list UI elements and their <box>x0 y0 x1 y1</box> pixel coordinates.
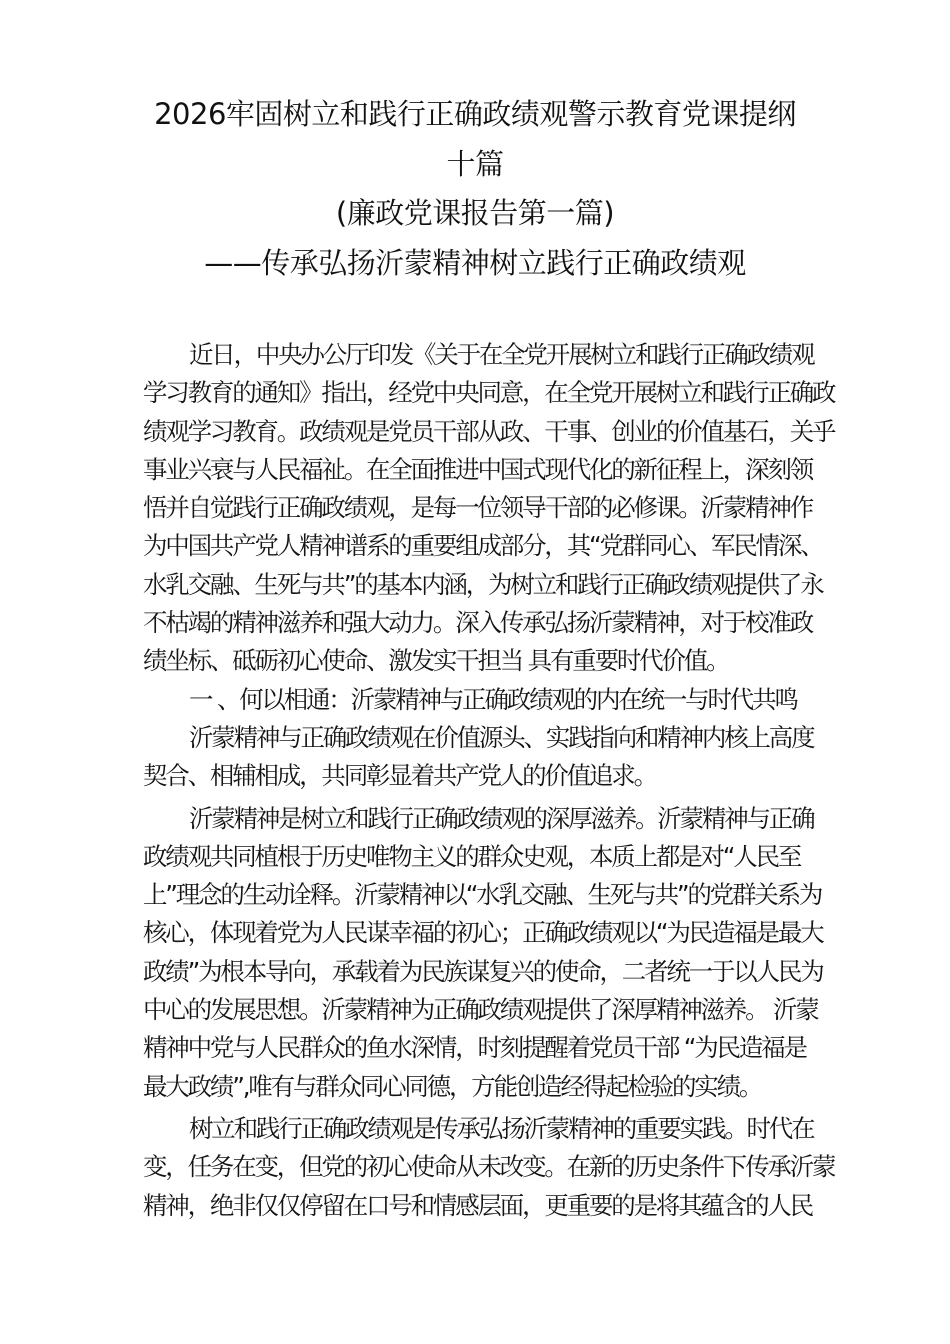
text-line: 契合、相辅相成，共同彰显着共产党人的价值追求。 <box>143 761 656 791</box>
title-line-main: 2026牢固树立和践行正确政绩观警示教育党课提纲 <box>154 97 796 131</box>
text-line: 上”理念的生动诠释。沂蒙精神以“水乳交融、生死与共”的党群关系为 <box>143 880 822 910</box>
text-line: 水乳交融、生死与共”的基本内涵，为树立和践行正确政绩观提供了永 <box>143 569 823 599</box>
text-line: 不枯竭的精神滋养和强大动力。深入传承弘扬沂蒙精神，对于校准政 <box>143 608 812 638</box>
title-line-count: 十篇 <box>446 146 504 181</box>
paragraph-section-summary <box>143 719 814 796</box>
text-line: 绩坐标、砥砺初心使命、激发实干担当 具有重要时代价值。 <box>143 646 729 676</box>
text-line: 事业兴衰与人民福祉。在全面推进中国式现代化的新征程上，深刻领 <box>143 454 812 484</box>
text-line: 沂蒙精神是树立和践行正确政绩观的深厚滋养。沂蒙精神与正确 <box>189 803 814 833</box>
title-line-theme: ——传承弘扬沂蒙精神树立践行正确政绩观 <box>204 245 746 280</box>
title-line-subtitle: (廉政党课报告第一篇) <box>335 196 615 230</box>
text-line: 为中国共产党人精神谱系的重要组成部分，其“党群同心、军民情深、 <box>143 531 823 561</box>
paragraph-spiritual-nourishment <box>143 800 823 1106</box>
text-line: 中心的发展思想。沂蒙精神为正确政绩观提供了深厚精神滋养。 沂蒙 <box>143 995 818 1025</box>
section-heading: 一 、何以相通：沂蒙精神与正确政绩观的内在统一与时代共鸣 <box>189 684 797 714</box>
text-line: 悟并自觉践行正确政绩观，是每一位领导干部的必修课。沂蒙精神作 <box>143 493 812 523</box>
text-line: 近日，中央办公厅印发《关于在全党开展树立和践行正确政绩观 <box>189 340 814 369</box>
text-line: 最大政绩”,唯有与群众同心同德，方能创造经得起检验的实绩。 <box>143 1071 762 1101</box>
text-line: 政绩观共同植根于历史唯物主义的群众史观，本质上都是对“人民至 <box>143 841 801 871</box>
document-title <box>130 90 820 288</box>
paragraph-important-practice <box>143 1110 835 1225</box>
text-line: 变，任务在变，但党的初心使命从未改变。在新的历史条件下传承沂蒙 <box>143 1152 835 1182</box>
text-line: 学习教育的通知》指出，经党中央同意，在全党开展树立和践行正确政 <box>143 378 835 408</box>
text-line: 精神中党与人民群众的鱼水深情，时刻提醒着党员干部 “为民造福是 <box>143 1033 806 1063</box>
text-line: 绩观学习教育。政绩观是党员干部从政、干事、创业的价值基石，关乎 <box>143 416 835 446</box>
document-body <box>143 336 835 1225</box>
text-line: 政绩”为根本导向，承载着为民族谋复兴的使命，二者统一于以人民为 <box>143 956 823 986</box>
text-line: 树立和践行正确政绩观是传承弘扬沂蒙精神的重要实践。时代在 <box>189 1113 814 1143</box>
text-line: 核心，体现着党为人民谋幸福的初心；正确政绩观以“为民造福是最大 <box>143 918 823 948</box>
text-line: 精神，绝非仅仅停留在口号和情感层面，更重要的是将其蕴含的人民 <box>143 1190 812 1220</box>
text-line: 沂蒙精神与正确政绩观在价值源头、实践指向和精神内核上高度 <box>189 722 814 752</box>
paragraph-introduction <box>143 336 835 681</box>
